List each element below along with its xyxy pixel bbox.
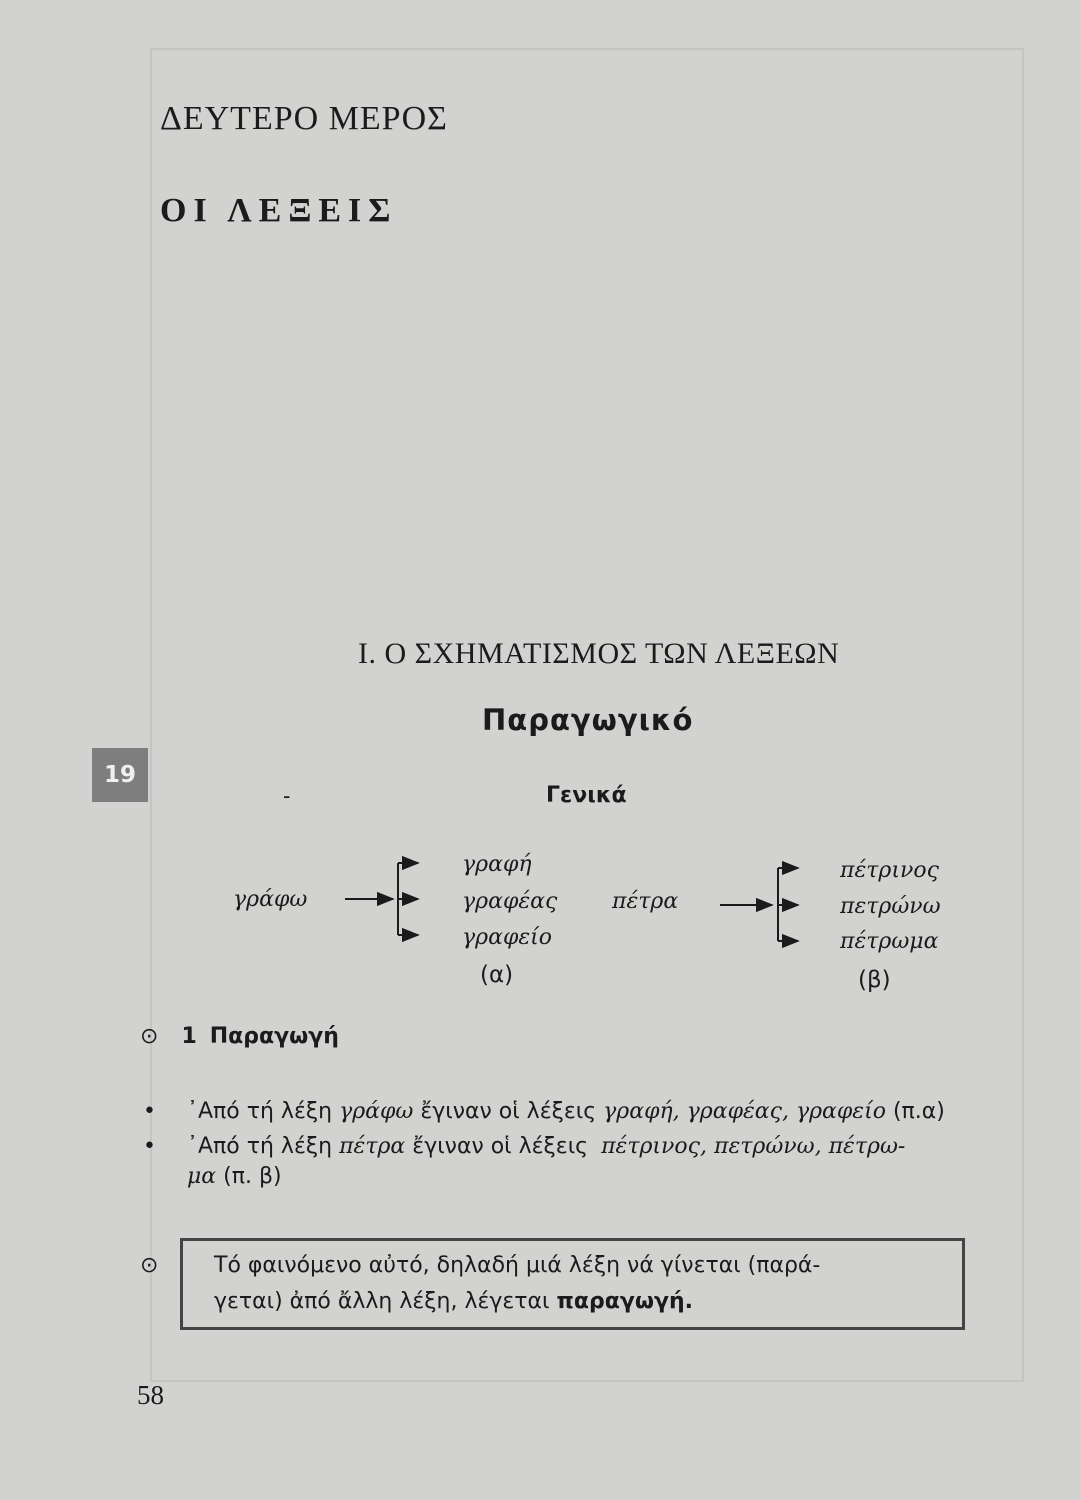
diagram-b-derived-2: πετρώνω: [840, 894, 941, 919]
bullet-2-line-2: [187, 1164, 282, 1189]
section-marker-icon: ⊙: [140, 1024, 159, 1049]
diagram-a-derived-1: γραφή: [462, 852, 532, 877]
dash-mark: -: [283, 784, 291, 809]
bullet-1-word: γράφω: [339, 1099, 414, 1124]
bullet-1-ref: (π.α): [892, 1099, 945, 1124]
derivation-heading: [140, 1024, 339, 1049]
bullet-2-pre: ᾽Από τή λέξη: [187, 1134, 333, 1159]
bullet-1-words: γραφή, γραφέας, γραφείο: [603, 1099, 886, 1124]
bullet-1-mid: ἔγιναν οἱ λέξεις: [420, 1099, 597, 1124]
bullet-2-words-cont: μα: [187, 1164, 217, 1189]
diagram-b-arrows: [720, 868, 798, 941]
subsection-title: Γενικά: [546, 783, 627, 808]
bullet-1-pre: ᾽Από τή λέξη: [187, 1099, 333, 1124]
diagram-a-derived-3: γραφείο: [462, 925, 553, 950]
diagram-b-derived-1: πέτρινος: [840, 858, 939, 883]
bullet-2-ref: (π. β): [223, 1164, 282, 1189]
part-title: ΔΕΥΤΕΡΟ ΜΕΡΟΣ: [160, 100, 448, 137]
bullet-2-word: πέτρα: [339, 1134, 406, 1159]
diagram-b-label: (β): [858, 967, 891, 993]
definition-line-2: [214, 1289, 693, 1314]
chapter-title: Ι. Ο ΣΧΗΜΑΤΙΣΜΟΣ ΤΩΝ ΛΕΞΕΩΝ: [358, 637, 840, 670]
diagram-a-arrows: [345, 863, 418, 935]
bullet-2-words: πέτρινος, πετρώνω, πέτρω-: [601, 1134, 906, 1159]
section-number-badge: 19: [92, 748, 148, 802]
diagram-b-root: πέτρα: [612, 889, 679, 914]
derivation-heading-text: Παραγωγή: [209, 1024, 339, 1049]
bullet-2-mid: ἔγιναν οἱ λέξεις: [412, 1134, 589, 1159]
bullet-icon: •: [143, 1134, 156, 1159]
bullet-icon: •: [143, 1099, 156, 1124]
bullet-2-line-1: [187, 1134, 905, 1159]
section-title: Παραγωγικό: [482, 703, 694, 737]
bullet-1: [187, 1099, 945, 1124]
diagram-b-derived-3: πέτρωμα: [840, 929, 939, 954]
diagram-a-label: (α): [480, 962, 514, 988]
words-title: ΟΙ ΛΕΞΕΙΣ: [160, 192, 398, 229]
diagram-a-root: γράφω: [233, 887, 308, 912]
definition-marker-icon: ⊙: [140, 1253, 159, 1278]
definition-term: παραγωγή.: [556, 1289, 693, 1314]
page-number: 58: [137, 1380, 164, 1410]
derivation-number: 1: [181, 1024, 197, 1049]
diagram-a-derived-2: γραφέας: [462, 889, 558, 914]
definition-line-2-text: γεται) ἀπό ἄλλη λέξη, λέγεται: [214, 1289, 550, 1314]
definition-box: [180, 1238, 965, 1330]
definition-line-1: Τό φαινόμενο αὐτό, δηλαδή μιά λέξη νά γίνεται (παρά-: [214, 1253, 821, 1278]
